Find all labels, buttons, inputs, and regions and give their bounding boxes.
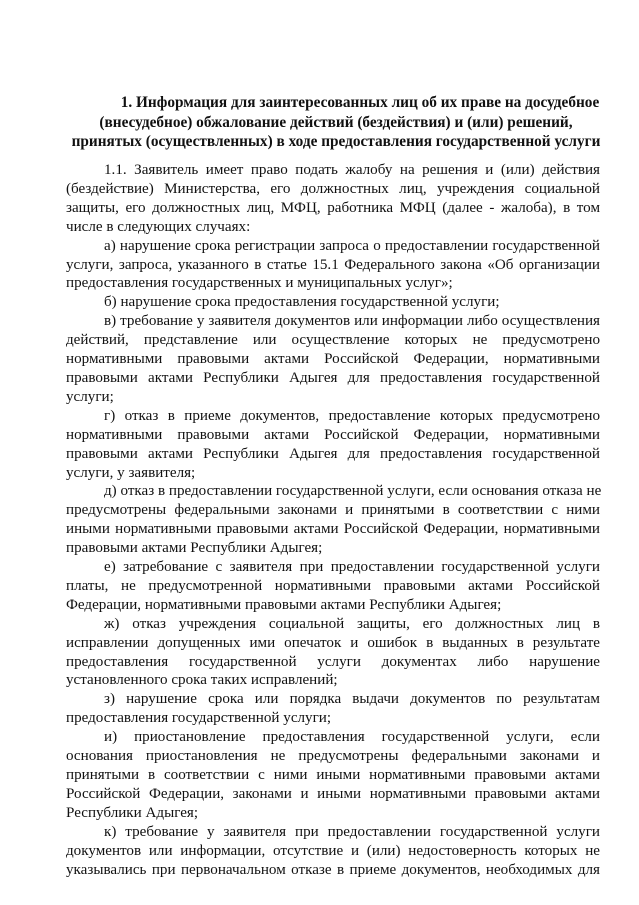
text-line: документов или информации, отсутствие и (или) недостоверность которых не (66, 842, 600, 859)
text-line: Республики Адыгея; (66, 804, 199, 821)
text-line: правовыми актами Республики Адыгея; (66, 540, 323, 557)
text-line: Федерации, нормативными правовыми актами Республики Адыгея; (66, 596, 502, 613)
text-line: д) отказ в предоставлении государственной услуги, если основания отказа не (104, 483, 602, 500)
text-line: правовыми актами Республики Адыгея для предоставления государственной (66, 445, 600, 462)
text-line: а) нарушение срока регистрации запроса о предоставлении государственной (104, 237, 600, 254)
list-item (66, 728, 600, 823)
text-line: в) требование у заявителя документов или информации либо осуществления (104, 313, 600, 330)
text-line: основания приостановления не предусмотрены федеральными законами и (66, 748, 600, 765)
text-line: 1.1. Заявитель имеет право подать жалобу на решения и (или) действия (104, 162, 600, 178)
text-line: иными нормативными правовыми актами Российской Федерации, нормативными (66, 521, 600, 538)
list-item (66, 312, 600, 407)
text-line: нормативными правовыми актами Российской Федерации, нормативными (66, 426, 600, 443)
list-item (66, 823, 600, 880)
text-line: предусмотрены федеральными законами и принятыми в соответствии с ними (66, 502, 600, 519)
text-line: Российской Федерации, законами и иными нормативными правовыми актами (66, 785, 600, 802)
list-item (66, 407, 600, 483)
text-line: б) нарушение срока предоставления государственной услуги; (104, 294, 500, 311)
heading-line: (внесудебное) обжалование действий (бездействия) и (или) решений, (99, 113, 573, 131)
text-line: действий, представление или осуществление которых не предусмотрено (66, 332, 600, 349)
text-line: услуги, запроса, указанного в статье 15.1 Федерального закона «Об организации (66, 256, 600, 273)
section-heading (66, 93, 606, 152)
text-line: г) отказ в приеме документов, предоставление которых предусмотрено (104, 407, 600, 424)
text-line: предоставления государственной услуги; (66, 710, 332, 727)
clause-paragraph (66, 161, 600, 237)
list-item (66, 615, 600, 691)
text-line: предоставления государственной услуги документах либо нарушение (66, 653, 600, 670)
list-item (66, 690, 600, 728)
text-line: нормативными правовыми актами Российской Федерации, нормативными (66, 351, 600, 368)
document-body (66, 161, 600, 879)
list-item (66, 293, 600, 312)
text-line: исправлении допущенных ими опечаток и ошибок в выданных в результате (66, 634, 600, 651)
text-line: предоставления государственных и муниципальных услуг»; (66, 275, 453, 292)
text-line: услуги, у заявителя; (66, 464, 196, 481)
list-item (66, 482, 600, 558)
text-line: услуги; (66, 388, 114, 405)
text-line: защиты, его должностных лиц, МФЦ, работника МФЦ (далее - жалоба), в том (66, 199, 600, 216)
text-line: к) требование у заявителя при предоставлении государственной услуги (104, 823, 600, 840)
text-line: з) нарушение срока или порядка выдачи документов по результатам (104, 691, 600, 708)
text-line: установленного срока таких исправлений; (66, 672, 338, 689)
text-line: правовыми актами Республики Адыгея для предоставления государственной (66, 369, 600, 386)
text-line: принятыми в соответствии с ними иными нормативными правовыми актами (66, 767, 600, 783)
list-item (66, 558, 600, 615)
text-line: указывались при первоначальном отказе в приеме документов, необходимых для (66, 861, 600, 878)
text-line: и) приостановление предоставления государственной услуги, если (104, 729, 600, 746)
list-item (66, 237, 600, 294)
heading-line: принятых (осуществленных) в ходе предоставления государственной услуги (71, 133, 601, 151)
text-line: е) затребование с заявителя при предоставлении государственной услуги (104, 559, 600, 576)
text-line: ж) отказ учреждения социальной защиты, его должностных лиц в (104, 615, 600, 632)
text-line: платы, не предусмотренной нормативными правовыми актами Российской (66, 577, 600, 594)
text-line: (бездействие) Министерства, его должностных лиц, учреждения социальной (66, 180, 600, 197)
heading-line: 1. Информация для заинтересованных лиц об их праве на досудебное (120, 94, 600, 111)
text-line: числе в следующих случаях: (66, 218, 251, 235)
